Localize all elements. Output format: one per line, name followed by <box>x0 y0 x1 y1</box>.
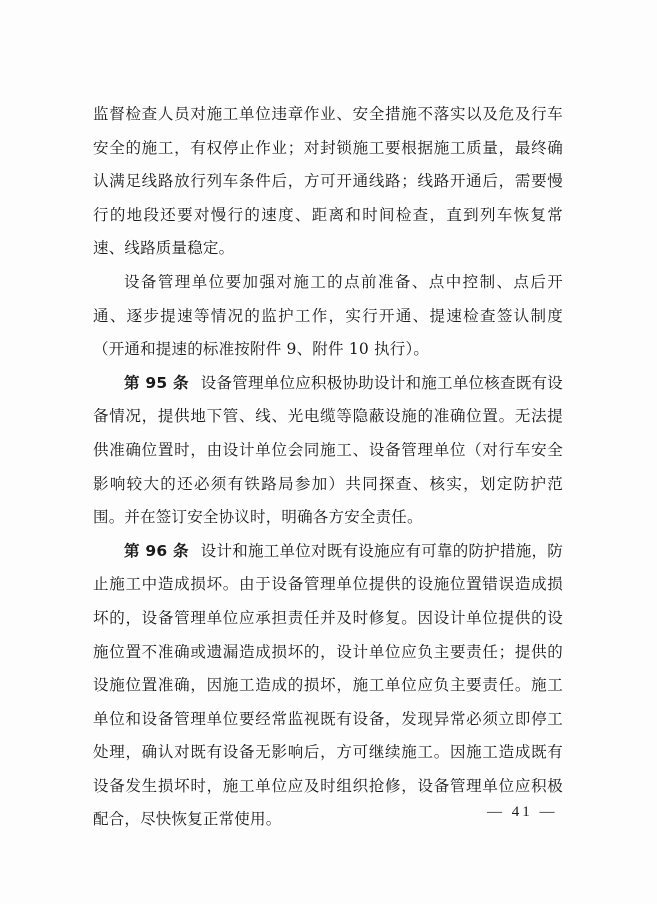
paragraph-article-96 <box>93 535 563 837</box>
paragraph-text: 设备管理单位应积极协助设计和施工单位核查既有设备情况，提供地下管、线、光电缆等隐蔽设施的准确位置。无法提供准确位置时，由设计单位会同施工、设备管理单位（对行车安全影响较大的还必须有铁路局参加）共同探查、核实，划定防护范围。并在签订安全协议时，明确各方安全责任。 <box>93 373 564 527</box>
article-label: 第 96 条 <box>124 541 189 560</box>
paragraph-text: 设计和施工单位对既有设施应有可靠的防护措施，防止施工中造成损坏。由于设备管理单位提供的设施位置错误造成损坏的，设备管理单位应承担责任并及时修复。因设计单位提供的设施位置不准确或遗漏造成损坏的，设计单位应负主要责任；提供的设施位置准确，因施工造成的损坏，施工单位应负主要责任。施工单位和设备管理单位要经常监视既有设备，发现异常必须立即停工处理，确认对既有设备无影响后，方可继续施工。因施工造成既有设备发生损坏时，施工单位应及时组织抢修，设备管理单位应积极配合，尽快恢复正常使用。 <box>93 541 564 829</box>
body-text <box>93 98 563 837</box>
page-number: — 41 — <box>487 804 558 820</box>
paragraph-article-95 <box>93 367 563 535</box>
paragraph-text: 设备管理单位要加强对施工的点前准备、点中控制、点后开通、逐步提速等情况的监护工作，实行开通、提速检查签认制度（开通和提速的标准按附件 9、附件 10 执行）。 <box>93 272 563 359</box>
paragraph-monitoring <box>93 266 563 367</box>
paragraph-continuation <box>93 98 563 266</box>
article-label: 第 95 条 <box>124 373 189 392</box>
paragraph-text: 监督检查人员对施工单位违章作业、安全措施不落实以及危及行车安全的施工，有权停止作业；对封锁施工要根据施工质量，最终确认满足线路放行列车条件后，方可开通线路；线路开通后，需要慢行的地段还要对慢行的速度、距离和时间检查，直到列车恢复常速、线路质量稳定。 <box>93 105 563 258</box>
